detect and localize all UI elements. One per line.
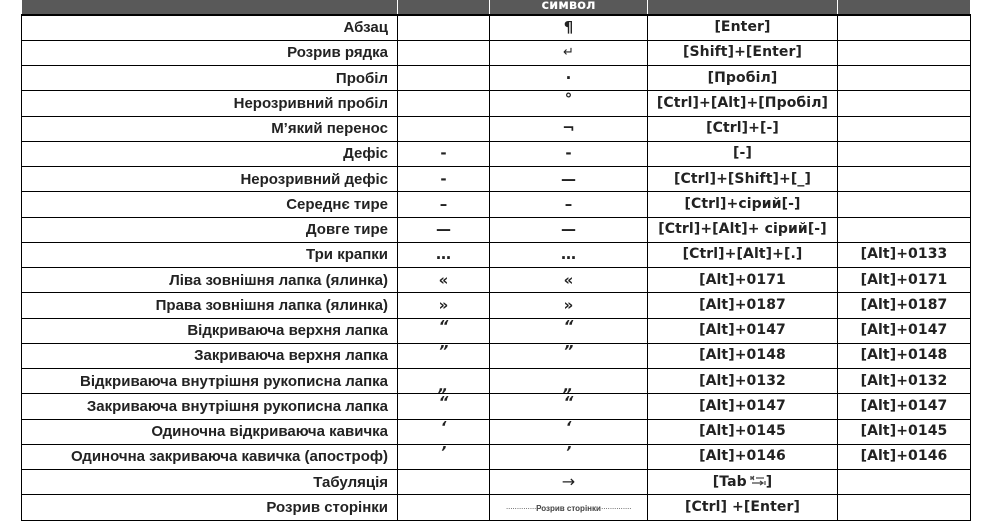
row-symbol bbox=[398, 470, 490, 495]
row-keys: [-] bbox=[648, 141, 838, 166]
apostrophe-glyph: ’ bbox=[565, 444, 572, 462]
row-alt-code bbox=[838, 91, 971, 116]
single-open-quote-glyph: ‘ bbox=[565, 419, 572, 437]
page-break-icon bbox=[506, 504, 631, 513]
row-screen-symbol bbox=[490, 394, 648, 419]
row-keys: [Alt]+0147 bbox=[648, 394, 838, 419]
page-break-marker bbox=[490, 495, 648, 521]
row-symbol bbox=[398, 495, 490, 521]
row-symbol bbox=[398, 318, 490, 343]
row-name: Одиночна відкриваюча кавичка bbox=[22, 419, 398, 444]
row-name: Відкриваюча верхня лапка bbox=[22, 318, 398, 343]
row-symbol: - bbox=[398, 167, 490, 192]
row-keys: [Alt]+0147 bbox=[648, 318, 838, 343]
pilcrow-icon: ¶ bbox=[490, 15, 648, 40]
nonbreaking-space-glyph: ° bbox=[564, 90, 573, 108]
row-name: Пробіл bbox=[22, 66, 398, 91]
header-row bbox=[22, 0, 971, 15]
row-screen-symbol bbox=[490, 343, 648, 368]
row-symbol: — bbox=[398, 217, 490, 242]
row-screen-symbol: — bbox=[490, 217, 648, 242]
row-name: Дефіс bbox=[22, 141, 398, 166]
row-name: Закриваюча внутрішня рукописна лапка bbox=[22, 394, 398, 419]
row-keys: [Alt]+0148 bbox=[648, 343, 838, 368]
row-name: Закриваюча верхня лапка bbox=[22, 343, 398, 368]
single-open-quote-glyph: ‘ bbox=[440, 419, 447, 437]
table-row bbox=[22, 394, 971, 419]
row-keys: [Shift]+[Enter] bbox=[648, 40, 838, 65]
row-alt-code bbox=[838, 217, 971, 242]
table-row bbox=[22, 141, 971, 166]
row-alt-code bbox=[838, 470, 971, 495]
row-symbol bbox=[398, 91, 490, 116]
row-name: Довге тире bbox=[22, 217, 398, 242]
table-row bbox=[22, 343, 971, 368]
table-row bbox=[22, 444, 971, 469]
table-row bbox=[22, 268, 971, 293]
header-screen-symbol: символ bbox=[490, 0, 648, 15]
table-row bbox=[22, 495, 971, 521]
low-quote-glyph: „ bbox=[563, 376, 574, 394]
row-name: М’який перенос bbox=[22, 116, 398, 141]
row-alt-code bbox=[838, 40, 971, 65]
row-name: Відкриваюча внутрішня рукописна лапка bbox=[22, 369, 398, 394]
row-keys: [Ctrl]+[Shift]+[_] bbox=[648, 167, 838, 192]
row-name: Три крапки bbox=[22, 242, 398, 267]
row-alt-code bbox=[838, 66, 971, 91]
row-screen-symbol: — bbox=[490, 167, 648, 192]
row-alt-code: [Alt]+0147 bbox=[838, 394, 971, 419]
row-symbol bbox=[398, 369, 490, 394]
header-name bbox=[22, 0, 398, 15]
row-name: Розрив рядка bbox=[22, 40, 398, 65]
row-name: Середнє тире bbox=[22, 192, 398, 217]
row-symbol: – bbox=[398, 192, 490, 217]
table-row bbox=[22, 15, 971, 40]
row-screen-symbol bbox=[490, 369, 648, 394]
row-keys: [Ctrl]+[Alt]+[Пробіл] bbox=[648, 91, 838, 116]
row-keys: [Пробіл] bbox=[648, 66, 838, 91]
row-name: Нерозривний дефіс bbox=[22, 167, 398, 192]
row-name: Нерозривний пробіл bbox=[22, 91, 398, 116]
table-row bbox=[22, 116, 971, 141]
row-alt-code bbox=[838, 116, 971, 141]
row-symbol bbox=[398, 40, 490, 65]
row-symbol: « bbox=[398, 268, 490, 293]
tab-key-icon bbox=[750, 475, 766, 487]
table-row bbox=[22, 293, 971, 318]
row-screen-symbol: » bbox=[490, 293, 648, 318]
row-screen-symbol: - bbox=[490, 141, 648, 166]
shortcut-table-container bbox=[21, 0, 970, 521]
open-quote-glyph: “ bbox=[563, 393, 574, 411]
row-name: Розрив сторінки bbox=[22, 495, 398, 521]
table-row bbox=[22, 91, 971, 116]
table-row bbox=[22, 419, 971, 444]
header-alt-code bbox=[838, 0, 971, 15]
row-keys: [Ctrl] +[Enter] bbox=[648, 495, 838, 521]
row-name: Права зовнішня лапка (ялинка) bbox=[22, 293, 398, 318]
tab-arrow-icon: → bbox=[561, 472, 576, 492]
row-keys: [Ctrl]+сірий[-] bbox=[648, 192, 838, 217]
row-keys bbox=[648, 470, 838, 495]
row-alt-code: [Alt]+0147 bbox=[838, 318, 971, 343]
row-alt-code: [Alt]+0148 bbox=[838, 343, 971, 368]
table-row bbox=[22, 318, 971, 343]
close-quote-glyph: ” bbox=[563, 343, 574, 361]
row-alt-code: [Alt]+0171 bbox=[838, 268, 971, 293]
row-symbol: » bbox=[398, 293, 490, 318]
row-name: Одиночна закриваюча кавичка (апостроф) bbox=[22, 444, 398, 469]
row-screen-symbol: … bbox=[490, 242, 648, 267]
row-symbol: - bbox=[398, 141, 490, 166]
row-symbol bbox=[398, 343, 490, 368]
row-alt-code bbox=[838, 167, 971, 192]
row-symbol bbox=[398, 66, 490, 91]
row-symbol bbox=[398, 394, 490, 419]
low-quote-glyph: „ bbox=[438, 376, 449, 394]
page-break-label: Розрив сторінки bbox=[536, 504, 601, 514]
row-symbol bbox=[398, 15, 490, 40]
row-screen-symbol bbox=[490, 444, 648, 469]
row-screen-symbol bbox=[490, 318, 648, 343]
apostrophe-glyph: ’ bbox=[440, 444, 447, 462]
tab-key-suffix: ] bbox=[765, 473, 773, 490]
row-keys: [Alt]+0146 bbox=[648, 444, 838, 469]
row-alt-code bbox=[838, 15, 971, 40]
row-alt-code bbox=[838, 192, 971, 217]
page-break-dots-right: ·············· bbox=[600, 504, 632, 514]
header-keys bbox=[648, 0, 838, 15]
header-symbol bbox=[398, 0, 490, 15]
row-alt-code bbox=[838, 495, 971, 521]
table-row bbox=[22, 192, 971, 217]
row-symbol bbox=[398, 116, 490, 141]
not-sign-icon: ¬ bbox=[490, 116, 648, 141]
table-row bbox=[22, 369, 971, 394]
row-keys: [Alt]+0145 bbox=[648, 419, 838, 444]
table-row bbox=[22, 66, 971, 91]
row-keys: [Alt]+0171 bbox=[648, 268, 838, 293]
table-row bbox=[22, 167, 971, 192]
row-keys: [Alt]+0132 bbox=[648, 369, 838, 394]
open-quote-glyph: “ bbox=[563, 318, 574, 336]
row-keys: [Ctrl]+[-] bbox=[648, 116, 838, 141]
table-row bbox=[22, 217, 971, 242]
row-name: Ліва зовнішня лапка (ялинка) bbox=[22, 268, 398, 293]
space-dot-icon: · bbox=[490, 66, 648, 91]
table-row bbox=[22, 40, 971, 65]
row-symbol: … bbox=[398, 242, 490, 267]
row-alt-code bbox=[838, 141, 971, 166]
special-characters-table bbox=[21, 0, 971, 521]
row-alt-code: [Alt]+0133 bbox=[838, 242, 971, 267]
row-screen-symbol: – bbox=[490, 192, 648, 217]
open-quote-glyph: “ bbox=[438, 318, 449, 336]
degree-icon bbox=[490, 91, 648, 116]
row-keys: [Ctrl]+[Alt]+ сірий[-] bbox=[648, 217, 838, 242]
tab-key-label: [Tab bbox=[712, 473, 747, 490]
line-break-icon: ↵ bbox=[490, 40, 648, 65]
row-alt-code: [Alt]+0146 bbox=[838, 444, 971, 469]
row-keys: [Alt]+0187 bbox=[648, 293, 838, 318]
row-symbol bbox=[398, 444, 490, 469]
open-quote-glyph: “ bbox=[438, 393, 449, 411]
close-quote-glyph: ” bbox=[438, 343, 449, 361]
row-screen-symbol: « bbox=[490, 268, 648, 293]
row-screen-symbol bbox=[490, 419, 648, 444]
row-name: Абзац bbox=[22, 15, 398, 40]
row-keys: [Ctrl]+[Alt]+[.] bbox=[648, 242, 838, 267]
row-alt-code: [Alt]+0187 bbox=[838, 293, 971, 318]
row-name: Табуляція bbox=[22, 470, 398, 495]
row-screen-symbol bbox=[490, 470, 648, 495]
row-symbol bbox=[398, 419, 490, 444]
table-row bbox=[22, 470, 971, 495]
page-break-dots-left: ·············· bbox=[505, 504, 537, 514]
row-keys: [Enter] bbox=[648, 15, 838, 40]
row-alt-code: [Alt]+0132 bbox=[838, 369, 971, 394]
row-alt-code: [Alt]+0145 bbox=[838, 419, 971, 444]
table-row bbox=[22, 242, 971, 267]
